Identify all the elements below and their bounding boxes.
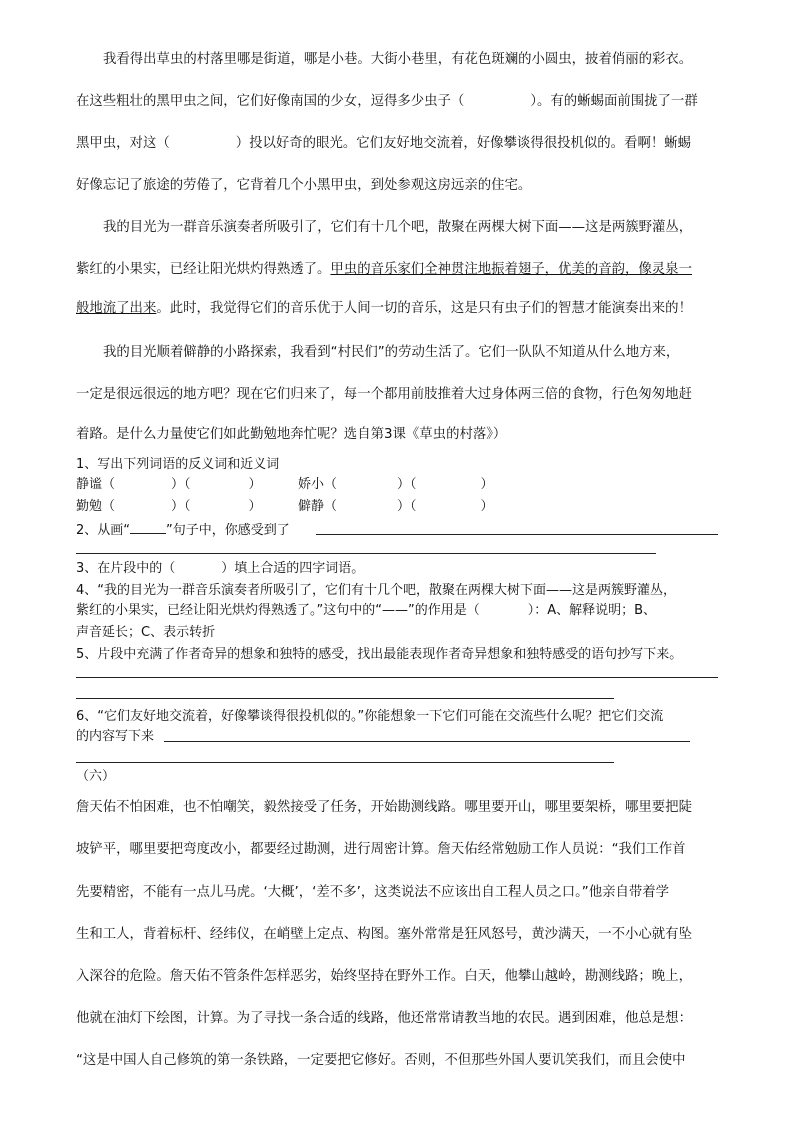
passage-line: 我的目光顺着僻静的小路探索，我看到“村民们”的劳动生活了。它们一队队不知道从什么地方来，: [103, 345, 680, 360]
question-4: 紫红的小果实，已经让阳光烘灼得熟透了。”这句中的“——”的作用是（ ）：A、解释说明；B、: [76, 603, 657, 618]
section-title: （六）: [76, 769, 116, 784]
passage-line: “这是中国人自己修筑的第一条铁路，一定要把它修好。否则，不但那些外国人要讥笑我们，而且会使中: [76, 1053, 686, 1068]
answer-line[interactable]: [76, 553, 656, 554]
passage-line: 他就在油灯下绘图，计算。为了寻找一条合适的线路，他还常常请教当地的农民。遇到困难，他总是想：: [76, 1011, 692, 1026]
underlined-sentence: 甲虫的音乐家们全神贯注地振着翅子，优美的音韵，像灵泉一: [330, 262, 692, 277]
answer-line[interactable]: [76, 698, 614, 699]
passage-line: 紫红的小果实，已经让阳光烘灼得熟透了。甲虫的音乐家们全神贯注地振着翅子，优美的音韵，像灵泉一: [76, 262, 692, 277]
passage-line: 先要精密，不能有一点儿马虎。‘大概’，‘差不多’，这类说法不应该出自工程人员之口。”他亲自带着学: [76, 885, 670, 900]
answer-line[interactable]: [76, 762, 614, 763]
underline-mark: [130, 520, 166, 534]
passage-line: 入深谷的危险。詹天佑不管条件怎样恶劣，始终坚持在野外工作。白天，他攀山越岭，勘测线路；晚上，: [76, 969, 692, 984]
question-3: 3、在片段中的（ ）填上合适的四字词语。: [76, 561, 365, 576]
question-4: 声音延长；C、表示转折: [76, 625, 216, 640]
passage-line: 在这些粗壮的黑甲虫之间，它们好像南国的少女，逗得多少虫子（ ）。有的蜥蜴面前围拢了一群: [76, 94, 698, 109]
passage-line: 我看得出草虫的村落里哪是街道，哪是小巷。大街小巷里，有花色斑斓的小圆虫，披着俏丽的彩衣。: [103, 52, 693, 67]
answer-line[interactable]: [316, 534, 718, 535]
question-1-row: 勤勉（ ）（ ）: [76, 499, 262, 514]
passage-line: 生和工人，背着标杆、经纬仪，在峭壁上定点、构图。塞外常常是狂风怒号，黄沙满天，一不小心就有坠: [76, 927, 692, 942]
answer-line[interactable]: [164, 741, 690, 742]
answer-line[interactable]: [76, 677, 718, 678]
question-1-row: 静谧（ ）（ ）: [76, 477, 262, 492]
passage-line: 黑甲虫，对这（ ）投以好奇的眼光。它们友好地交流着，好像攀谈得很投机似的。看啊！蜥蜴: [76, 136, 692, 151]
passage-line: 一定是很远很远的地方吧？现在它们归来了，每一个都用前肢推着大过身体两三倍的食物，行色匆匆地赶: [76, 387, 692, 402]
question-5: 5、片段中充满了作者奇异的想象和独特的感受，找出最能表现作者奇异想象和独特感受的语句抄写下来。: [76, 647, 683, 662]
question-1-title: 1、写出下列词语的反义词和近义词: [76, 457, 280, 472]
question-1-row: 娇小（ ）（ ）: [298, 477, 494, 492]
question-6: 的内容写下来: [76, 729, 155, 744]
passage-line: 我的目光为一群音乐演奏者所吸引了，它们有十几个吧，散聚在两棵大树下面——这是两簇野灌丛，: [103, 220, 693, 235]
question-1-row: 僻静（ ）（ ）: [298, 499, 494, 514]
passage-line: 坡铲平，哪里要把弯度改小，都要经过勘测，进行周密计算。詹天佑经常勉励工作人员说：“我们工作首: [76, 842, 686, 857]
passage-line: 着路。是什么力量使它们如此勤勉地奔忙呢？选自第3课《草虫的村落》）: [76, 427, 507, 442]
question-6: 6、“它们友好地交流着，好像攀谈得很投机似的。”你能想象一下它们可能在交流些什么呢？把它们交流: [76, 709, 664, 724]
underlined-sentence: 般地流了出来: [76, 301, 157, 316]
question-2: 2、从画“ ”句子中，你感受到了: [76, 520, 290, 540]
question-4: 4、“我的目光为一群音乐演奏者所吸引了，它们有十几个吧，散聚在两棵大树下面——这是两簇野灌丛，: [76, 583, 677, 598]
passage-line: 詹天佑不怕困难，也不怕嘲笑，毅然接受了任务，开始勘测线路。哪里要开山，哪里要架桥，哪里要把陡: [76, 800, 692, 815]
passage-line: 般地流了出来。此时，我觉得它们的音乐优于人间一切的音乐，这是只有虫子们的智慧才能演奏出来的！: [76, 301, 692, 316]
passage-line: 好像忘记了旅途的劳倦了，它背着几个小黑甲虫，到处参观这房远亲的住宅。: [76, 178, 532, 193]
